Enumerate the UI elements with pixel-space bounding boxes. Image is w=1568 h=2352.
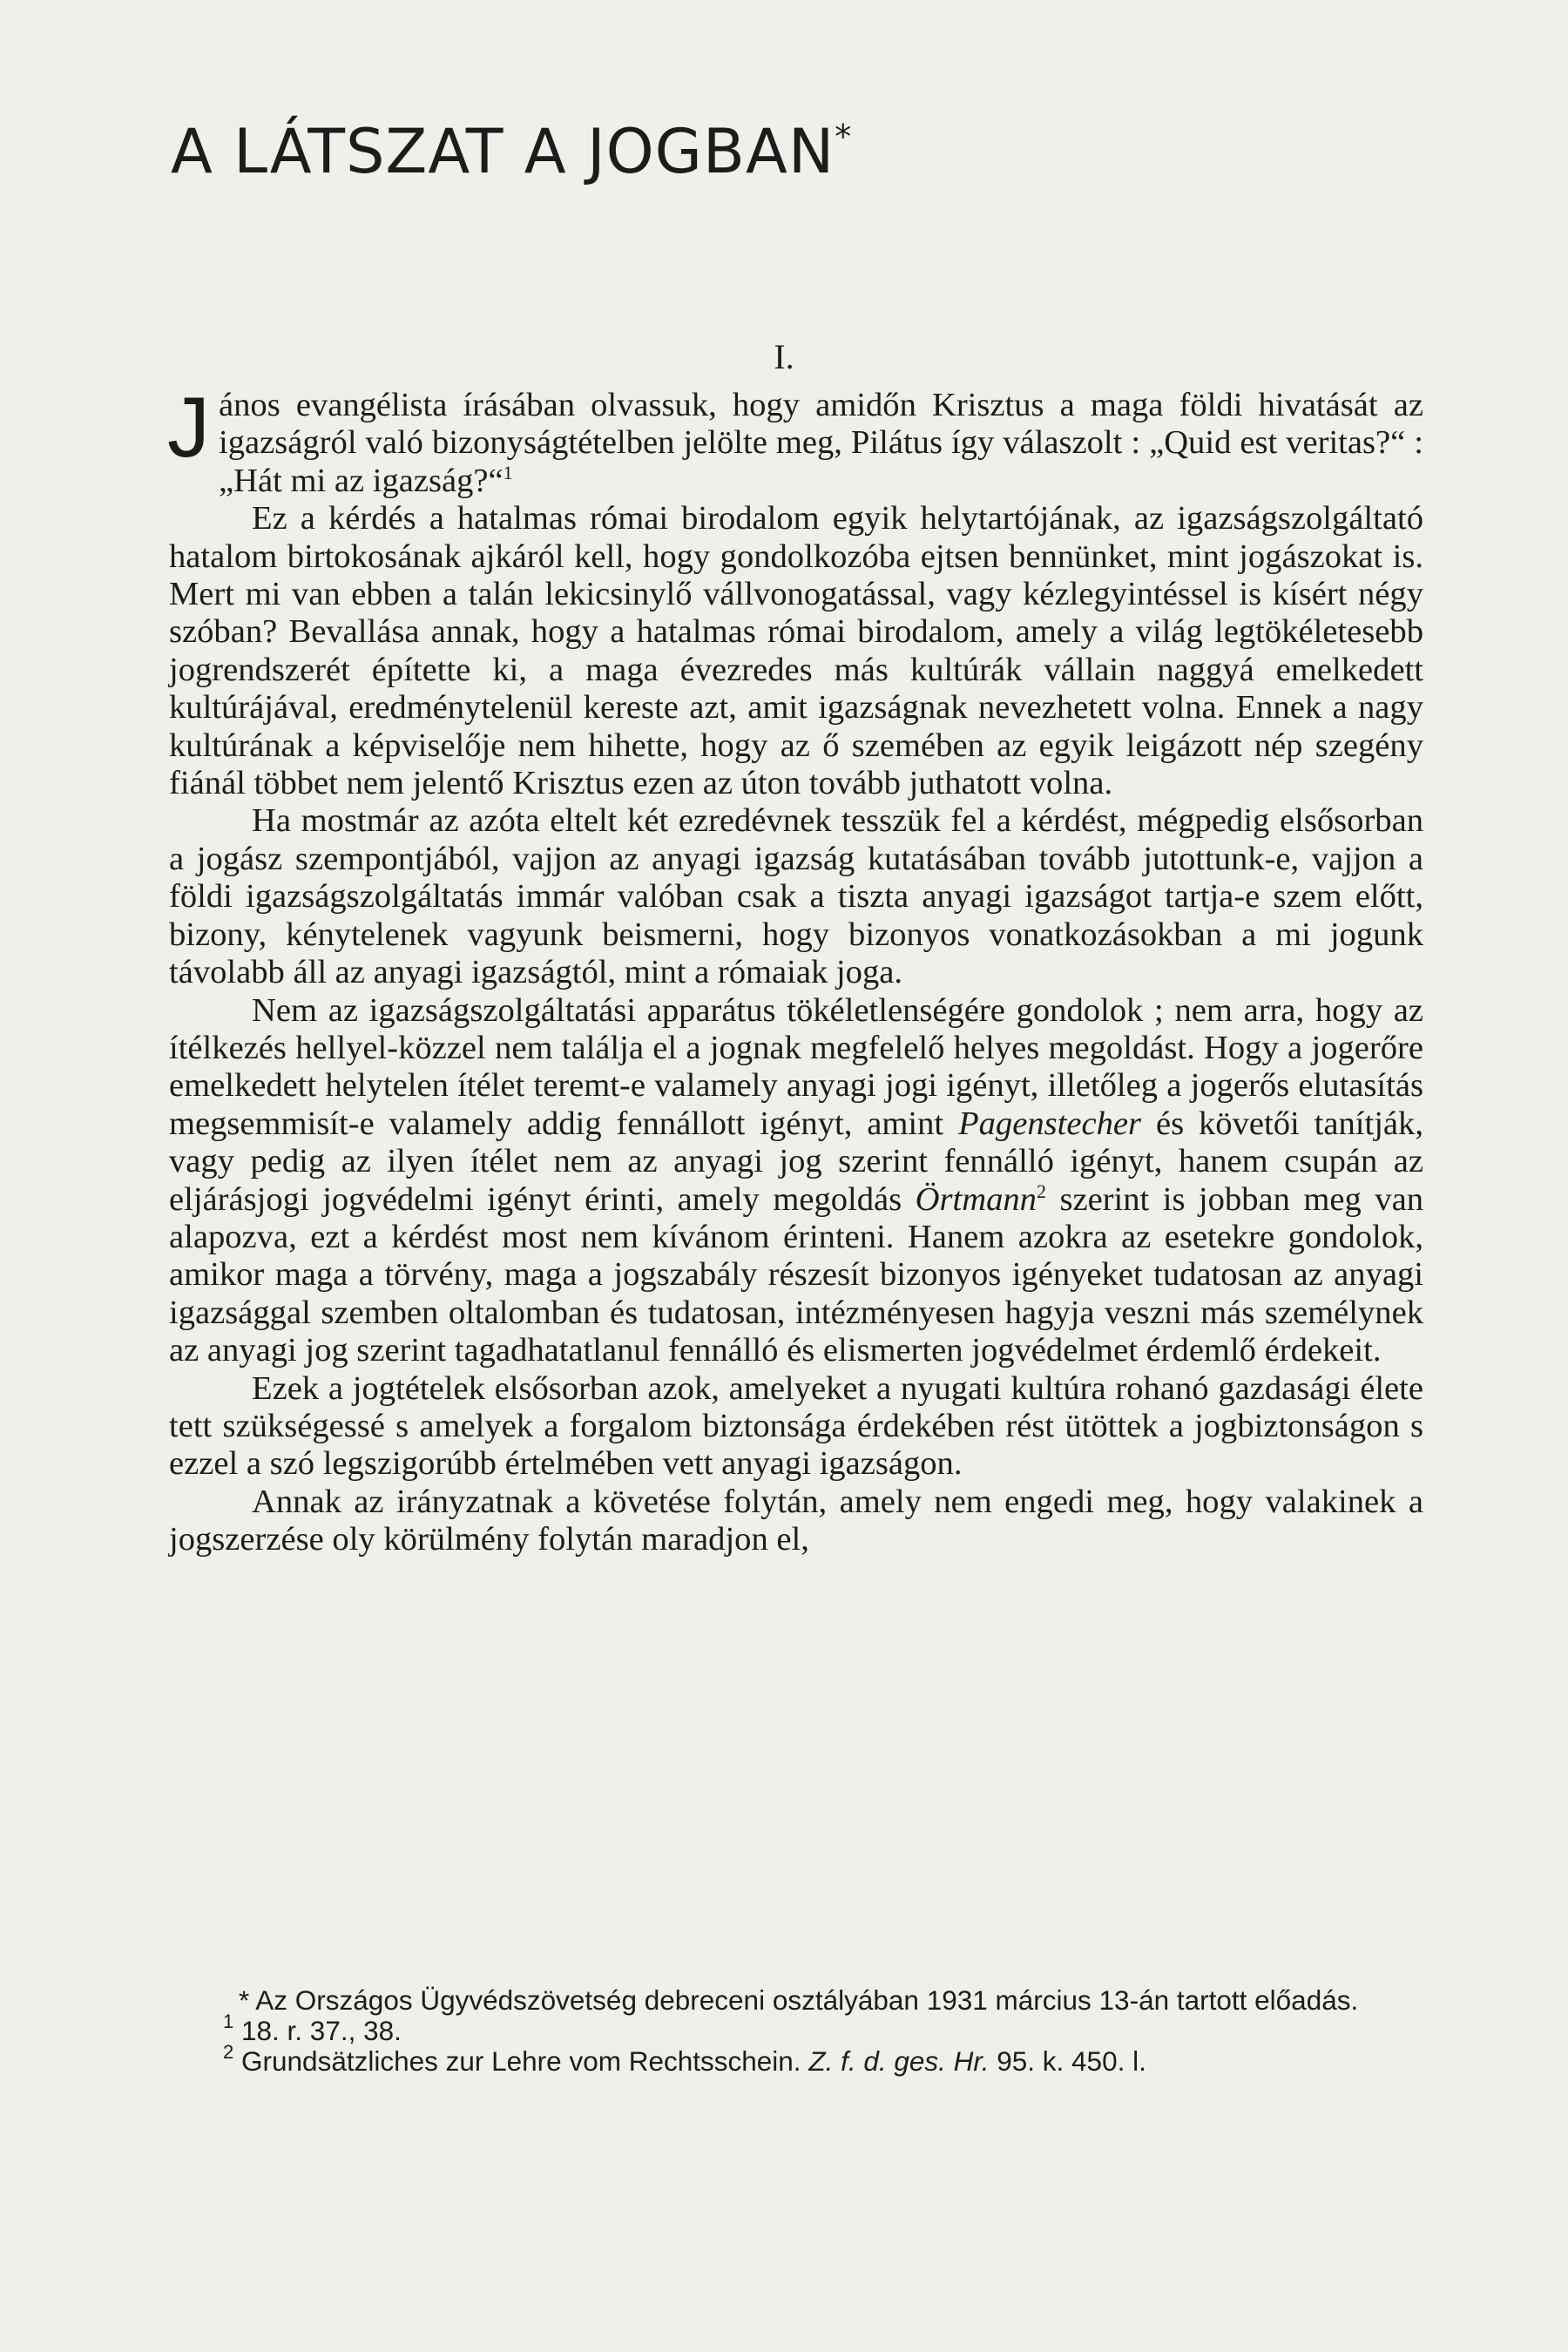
- paragraph-4-text-c: szerint is jobban meg van alapozva, ezt a kérdést most nem kívánom érinteni. Hanem azokra az esetekre gondolok, amikor maga a törvény, maga a jogszabály részesít bizonyos igényeket tudatosan az anyagi igazsággal szemben oltalomban és tudatosan, intézményesen hagyja veszni más személynek az anyagi jog szerint tagadhatatlanul fennálló és elismerten jogvédelmet érdemlő érdekeit.: [169, 1180, 1423, 1369]
- page-title: [171, 116, 853, 187]
- footnote-2-text-a: Grundsätzliches zur Lehre vom Rechtsschein.: [241, 2045, 801, 2077]
- section-number: I.: [774, 337, 794, 376]
- author-name-ortmann: Örtmann: [915, 1180, 1037, 1218]
- footnote-2-text-b: 95. k. 450. l.: [997, 2045, 1146, 2077]
- paragraph-6: Annak az irányzatnak a követése folytán, amely nem engedi meg, hogy valakinek a jogszerzése oly körülmény folytán maradjon el,: [169, 1483, 1423, 1558]
- paragraph-2: Ez a kérdés a hatalmas római birodalom egyik helytartójának, az igazságszolgáltató hatalom birtokosának ajkáról kell, hogy gondolkozóba ejtsen bennünket, mint jogászokat is. Mert mi van ebben a talán lekicsinylő vállvonogatással, vagy kézlegyintéssel is kísért négy szóban? Bevallása annak, hogy a hatalmas római birodalom, amely a világ legtökéletesebb jogrendszerét építette ki, a maga évezredes más kultúrák vállain naggyá emelkedett kultúrájával, eredménytelenül kereste azt, amit igazságnak nevezhetett volna. Ennek a nagy kultúrának a képviselője nem hihette, hogy az ő szemében az egyik leigázott nép szegény fiánál többet nem jelentő Krisztus ezen az úton tovább juthatott volna.: [169, 500, 1423, 802]
- paragraph-4-text-b: és követői tanítják, vagy pedig az ilyen ítélet nem az anyagi jog szerint fennálló igényt, hanem csupán az eljárásjogi jogvédelmi igényt érinti, amely megoldás: [169, 1105, 1423, 1218]
- footnote-2-journal: Z. f. d. ges. Hr.: [808, 2045, 990, 2077]
- title-text: A LÁTSZAT A JOGBAN: [171, 116, 835, 187]
- title-footnote-mark: *: [835, 118, 853, 156]
- footnote-star-mark: *: [239, 1984, 250, 2016]
- paragraph-1: [167, 379, 1423, 500]
- paragraph-1-text: ános evangélista írásában olvassuk, hogy amidőn Krisztus a maga földi hivatását az igazságról való bizonyságtételben jelölte meg, Pilátus így válaszolt : „Quid est veritas?“ : „Hát mi az igazság?“: [219, 387, 1423, 499]
- paragraph-5: Ezek a jogtételek elsősorban azok, amelyeket a nyugati kultúra rohanó gazdasági élete tett szükségessé s amelyek a forgalom biztonsága érdekében rést ütöttek a jogbiztonságon s ezzel a szó legszigorúbb értelmében vett anyagi igazságon.: [169, 1369, 1423, 1483]
- footnote-1-text: 18. r. 37., 38.: [241, 2015, 402, 2046]
- footnote-1: [169, 2011, 1423, 2046]
- footnote-ref-2: 2: [1036, 1179, 1046, 1202]
- footnote-2: [169, 2041, 1423, 2077]
- footnote-2-mark: 2: [223, 2041, 234, 2063]
- paragraph-3: Ha mostmár az azóta eltelt két ezredévnek tesszük fel a kérdést, mégpedig elsősorban a jogász szempontjából, vajjon az anyagi igazság kutatásában tovább jutottunk-e, vajjon a földi igazságszolgáltatás immár valóban csak a tiszta anyagi igazságot tartja-e szem előtt, bizony, kénytelenek vagyunk beismerni, hogy bizonyos vonatkozásokban a mi jogunk távolabb áll az anyagi igazságtól, mint a rómaiak joga.: [169, 802, 1423, 991]
- paragraph-4: [169, 992, 1423, 1370]
- footnote-star-text: Az Országos Ügyvédszövetség debreceni osztályában 1931 március 13-án tartott előadás.: [255, 1984, 1359, 2016]
- paragraph-4-text-a: Nem az igazságszolgáltatási apparátus tökéletlenségére gondolok ; nem arra, hogy az ítélkezés hellyel-közzel nem találja el a jognak megfelelő helyes megoldást. Hogy a jogerőre emelkedett helytelen ítélet teremt-e valamely anyagi jogi igényt, illetőleg a jogerős elutasítás megsemmisít-e valamely addig fennállott igényt, amint: [169, 991, 1423, 1142]
- footnote-star: [169, 1986, 1423, 2015]
- drop-cap: J: [167, 379, 210, 475]
- body-text: [167, 379, 1423, 1559]
- author-name-pagenstecher: Pagenstecher: [958, 1105, 1142, 1142]
- footnotes: [169, 1986, 1423, 2078]
- footnote-ref-1: 1: [503, 461, 513, 483]
- footnote-1-mark: 1: [223, 2011, 234, 2032]
